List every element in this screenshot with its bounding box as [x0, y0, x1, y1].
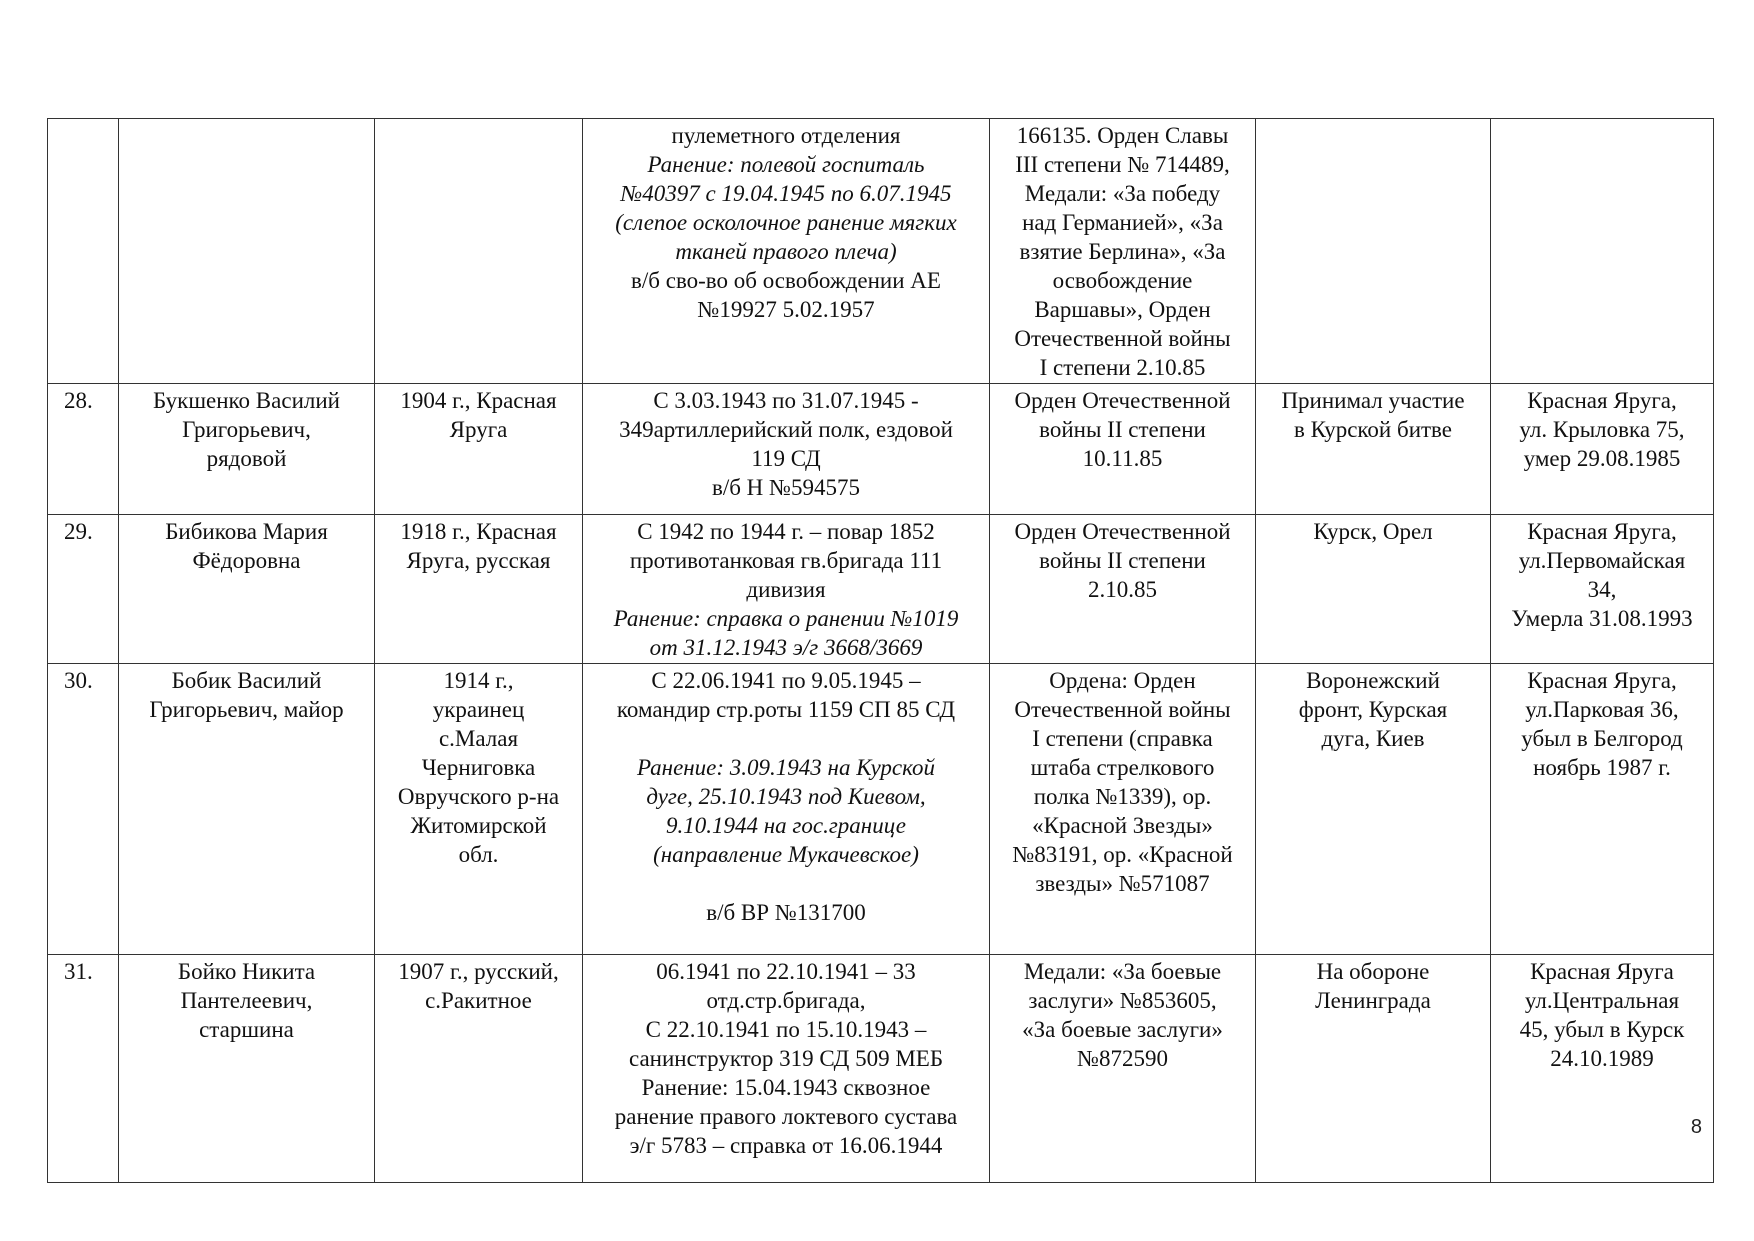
cell-line: убыл в Белгород	[1521, 726, 1683, 751]
cell-line: фронт, Курская	[1298, 697, 1448, 722]
cell-line: Ранение: справка о ранении №1019	[613, 606, 959, 631]
cell-line: Курск, Орел	[1313, 519, 1433, 544]
cell-line: с.Малая	[438, 726, 519, 751]
name-cell	[119, 664, 375, 955]
cell-line: Бибикова Мария	[165, 519, 328, 544]
address-cell	[1491, 119, 1714, 384]
cell-line: 24.10.1989	[1550, 1046, 1654, 1071]
service-record-cell	[583, 955, 990, 1183]
cell-line: Ранение: 3.09.1943 на Курской	[636, 755, 935, 780]
cell-line: отд.стр.бригада,	[706, 988, 866, 1013]
awards-cell	[990, 515, 1256, 664]
address-cell	[1491, 515, 1714, 664]
cell-line: С 1942 по 1944 г. – повар 1852	[637, 519, 935, 544]
table-row	[48, 664, 1714, 955]
birth-info-cell	[375, 664, 583, 955]
address-cell	[1491, 664, 1714, 955]
cell-line: пулеметного отделения	[671, 123, 901, 148]
cell-line: 1918 г., Красная	[400, 519, 557, 544]
cell-line: звезды» №571087	[1035, 871, 1210, 896]
cell-line: над Германией», «За	[1022, 210, 1223, 235]
cell-line: Яруга	[449, 417, 508, 442]
cell-line: (направление Мукачевское)	[653, 842, 919, 867]
cell-line: Ордена: Орден	[1049, 668, 1196, 693]
cell-line: На обороне	[1316, 959, 1430, 984]
birth-info-cell	[375, 384, 583, 515]
cell-line: Воронежский	[1306, 668, 1440, 693]
cell-line: Черниговка	[421, 755, 536, 780]
battles-cell	[1256, 119, 1491, 384]
cell-line: 349артиллерийский полк, ездовой	[619, 417, 953, 442]
cell-line: штаба стрелкового	[1030, 755, 1215, 780]
cell-line: С 3.03.1943 по 31.07.1945 -	[653, 388, 919, 413]
service-record-cell	[583, 664, 990, 955]
row-number-cell	[48, 119, 119, 384]
cell-line: Умерла 31.08.1993	[1511, 606, 1693, 631]
cell-line: Принимал участие	[1281, 388, 1465, 413]
cell-line: Житомирской	[410, 813, 547, 838]
battles-cell	[1256, 384, 1491, 515]
cell-line: обл.	[458, 842, 499, 867]
cell-line: (слепое осколочное ранение мягких	[615, 210, 957, 235]
cell-line: Орден Отечественной	[1014, 519, 1231, 544]
cell-line: тканей правого плеча)	[675, 239, 897, 264]
cell-line: дивизия	[746, 577, 826, 602]
battles-cell	[1256, 664, 1491, 955]
cell-line: в/б Н №594575	[711, 475, 860, 500]
row-number: 30.	[64, 668, 93, 693]
cell-line: Фёдоровна	[192, 548, 301, 573]
cell-line: в/б сво-во об освобождении АЕ	[631, 268, 941, 293]
cell-line: Красная Яруга,	[1527, 668, 1677, 693]
cell-line: Ранение: 15.04.1943 сквозное	[641, 1075, 931, 1100]
cell-line: ноябрь 1987 г.	[1533, 755, 1671, 780]
cell-line: Отечественной войны	[1014, 697, 1231, 722]
cell-line: освобождение	[1052, 268, 1193, 293]
cell-line: 06.1941 по 22.10.1941 – 33	[656, 959, 916, 984]
cell-line: «Красной Звезды»	[1032, 813, 1213, 838]
blank-line	[591, 724, 981, 753]
name-cell	[119, 119, 375, 384]
cell-line: Орден Отечественной	[1014, 388, 1231, 413]
cell-line: №872590	[1077, 1046, 1168, 1071]
cell-line: Варшавы», Орден	[1034, 297, 1211, 322]
service-record-cell	[583, 515, 990, 664]
cell-line: дуге, 25.10.1943 под Киевом,	[646, 784, 926, 809]
row-number: 31.	[64, 959, 93, 984]
cell-line: №19927 5.02.1957	[697, 297, 875, 322]
cell-line: Красная Яруга,	[1527, 388, 1677, 413]
cell-line: Ленинграда	[1315, 988, 1431, 1013]
cell-line: умер 29.08.1985	[1523, 446, 1681, 471]
battles-cell	[1256, 515, 1491, 664]
table-row	[48, 515, 1714, 664]
cell-line: Пантелеевич,	[180, 988, 313, 1013]
cell-line: 34,	[1587, 577, 1617, 602]
cell-line: украинец	[432, 697, 525, 722]
cell-line: Бобик Василий	[171, 668, 322, 693]
cell-line: рядовой	[206, 446, 287, 471]
cell-line: ул.Парковая 36,	[1525, 697, 1679, 722]
cell-line: 1914 г.,	[443, 668, 514, 693]
cell-line: Григорьевич, майор	[149, 697, 344, 722]
cell-line: Красная Яруга,	[1527, 519, 1677, 544]
table-row	[48, 384, 1714, 515]
cell-line: 119 СД	[751, 446, 821, 471]
address-cell	[1491, 384, 1714, 515]
table-row	[48, 955, 1714, 1183]
cell-line: I степени (справка	[1032, 726, 1213, 751]
name-cell	[119, 515, 375, 664]
veterans-table-body	[48, 119, 1714, 1183]
cell-line: противотанковая гв.бригада 111	[629, 548, 943, 573]
cell-line: дуга, Киев	[1321, 726, 1425, 751]
awards-cell	[990, 384, 1256, 515]
cell-line: №83191, ор. «Красной	[1012, 842, 1233, 867]
cell-line: Отечественной войны	[1014, 326, 1231, 351]
cell-line: старшина	[199, 1017, 294, 1042]
birth-info-cell	[375, 119, 583, 384]
cell-line: э/г 5783 – справка от 16.06.1944	[629, 1133, 943, 1158]
row-number-cell	[48, 384, 119, 515]
cell-line: 10.11.85	[1082, 446, 1163, 471]
cell-line: 166135. Орден Славы	[1016, 123, 1229, 148]
cell-line: 2.10.85	[1088, 577, 1157, 602]
cell-line: Бойко Никита	[177, 959, 316, 984]
awards-cell	[990, 664, 1256, 955]
row-number-cell	[48, 515, 119, 664]
cell-line: в/б ВР №131700	[706, 900, 866, 925]
cell-line: Красная Яруга	[1530, 959, 1674, 984]
birth-info-cell	[375, 515, 583, 664]
cell-line: Ранение: полевой госпиталь	[647, 152, 925, 177]
name-cell	[119, 955, 375, 1183]
cell-line: 9.10.1944 на гос.границе	[665, 813, 906, 838]
cell-line: С 22.06.1941 по 9.05.1945 –	[651, 668, 921, 693]
cell-line: заслуги» №853605,	[1028, 988, 1217, 1013]
cell-line: полка №1339), ор.	[1033, 784, 1212, 809]
page-number: 8	[1690, 1116, 1702, 1138]
name-cell	[119, 384, 375, 515]
awards-cell	[990, 119, 1256, 384]
battles-cell	[1256, 955, 1491, 1183]
cell-line: I степени 2.10.85	[1039, 355, 1206, 380]
row-number: 28.	[64, 388, 93, 413]
cell-line: «За боевые заслуги»	[1022, 1017, 1223, 1042]
cell-line: С 22.10.1941 по 15.10.1943 –	[645, 1017, 927, 1042]
blank-line	[591, 869, 981, 898]
row-number: 29.	[64, 519, 93, 544]
cell-line: ул. Крыловка 75,	[1519, 417, 1685, 442]
cell-line: командир стр.роты 1159 СП 85 СД	[616, 697, 956, 722]
cell-line: Овручского р-на	[397, 784, 560, 809]
awards-cell	[990, 955, 1256, 1183]
veterans-table	[47, 118, 1714, 1183]
cell-line: с.Ракитное	[425, 988, 532, 1013]
cell-line: Медали: «За боевые	[1023, 959, 1222, 984]
cell-line: войны II степени	[1039, 417, 1206, 442]
row-number-cell	[48, 664, 119, 955]
row-number-cell	[48, 955, 119, 1183]
cell-line: взятие Берлина», «За	[1019, 239, 1226, 264]
cell-line: III степени № 714489,	[1015, 152, 1230, 177]
cell-line: ул.Первомайская	[1518, 548, 1686, 573]
table-row	[48, 119, 1714, 384]
cell-line: Букшенко Василий	[153, 388, 340, 413]
cell-line: 1907 г., русский,	[398, 959, 559, 984]
cell-line: в Курской битве	[1294, 417, 1452, 442]
cell-line: войны II степени	[1039, 548, 1206, 573]
service-record-cell	[583, 384, 990, 515]
cell-line: Медали: «За победу	[1024, 181, 1221, 206]
cell-line: Яруга, русская	[406, 548, 551, 573]
cell-line: ранение правого локтевого сустава	[614, 1104, 958, 1129]
service-record-cell	[583, 119, 990, 384]
cell-line: санинструктор 319 СД 509 МЕБ	[628, 1046, 944, 1071]
cell-line: от 31.12.1943 э/г 3668/3669	[649, 635, 923, 660]
cell-line: 45, убыл в Курск	[1519, 1017, 1685, 1042]
cell-line: Григорьевич,	[182, 417, 311, 442]
birth-info-cell	[375, 955, 583, 1183]
cell-line: №40397 с 19.04.1945 по 6.07.1945	[620, 181, 952, 206]
address-cell	[1491, 955, 1714, 1183]
cell-line: ул.Центральная	[1524, 988, 1680, 1013]
cell-line: 1904 г., Красная	[400, 388, 557, 413]
